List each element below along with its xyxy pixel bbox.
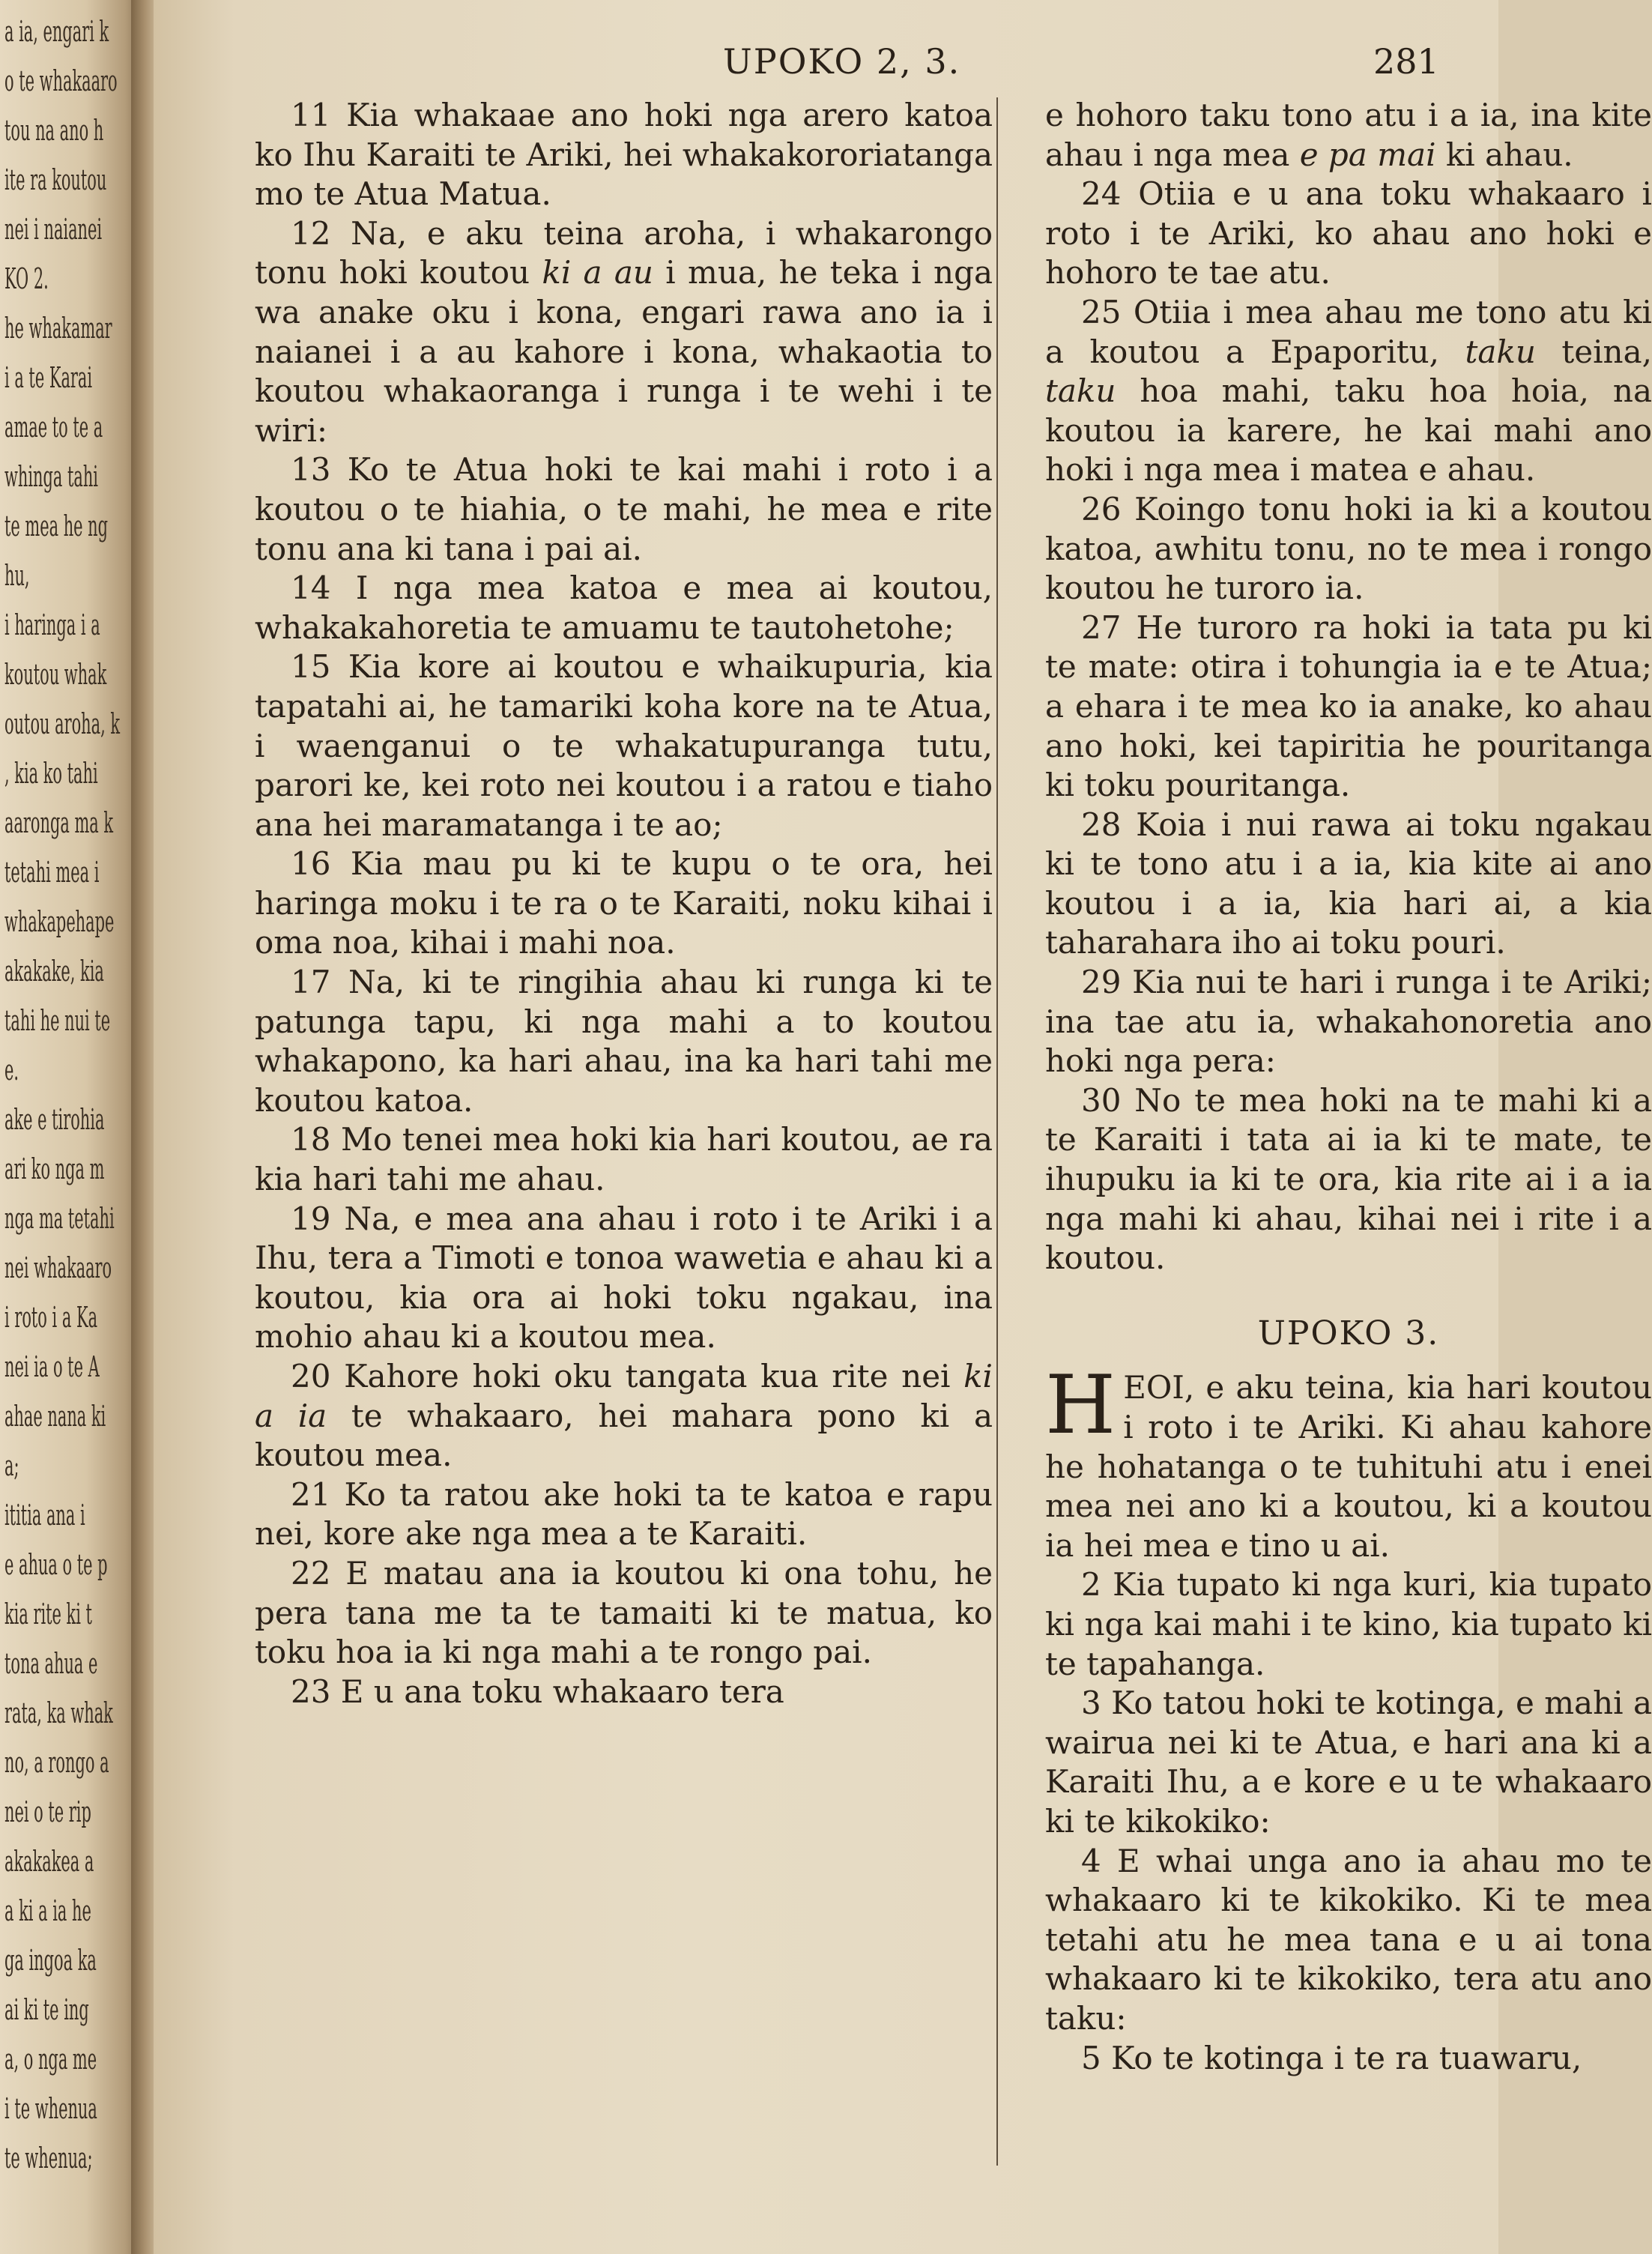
chapter3-verses — [1045, 1565, 1652, 2078]
verse-text: te whakaaro, hei mahara pono ki a koutou mea. — [255, 1397, 993, 1474]
text-column-left — [255, 96, 993, 1711]
facing-page-text-fragment: akakake, kia — [4, 955, 104, 988]
chapter3-verse: 5 Ko te kotinga i te ra tuawaru, — [1081, 2039, 1582, 2076]
facing-page-text-fragment: ahae nana ki — [4, 1400, 106, 1433]
chapter-header: UPOKO 2, 3. — [723, 41, 961, 82]
facing-page-text-fragment: tou na ano h — [4, 114, 104, 147]
facing-page-left — [0, 0, 142, 2254]
facing-page-text-fragment: akakakea a — [4, 1845, 94, 1878]
facing-page-text-fragment: KO 2. — [4, 262, 49, 295]
facing-page-text-fragment: a ki a ia he — [4, 1894, 91, 1927]
facing-page-text-fragment: amae to te a — [4, 411, 103, 444]
facing-page-text-fragment: no, a rongo a — [4, 1746, 109, 1779]
facing-page-text-fragment: e. — [4, 1054, 19, 1087]
facing-page-text-fragment: nga ma tetahi — [4, 1202, 115, 1235]
facing-page-text-fragment: ite ra koutou — [4, 163, 107, 196]
facing-page-text-fragment: ake e tirohia — [4, 1103, 105, 1136]
facing-page-text-fragment: tahi he nui te — [4, 1004, 111, 1037]
facing-page-text-fragment: tetahi mea i — [4, 856, 100, 889]
chapter2-verse — [255, 1357, 993, 1475]
drop-cap: H — [1045, 1359, 1116, 1453]
facing-page-text-fragment: tona ahua e — [4, 1647, 98, 1680]
verse-text: 12 Na, e aku teina aroha, i whakarongo tonu hoki koutou — [255, 214, 993, 291]
italic-supplied-word: e pa mai — [1299, 136, 1436, 173]
facing-page-text-fragment: a ia, engari k — [4, 15, 109, 48]
facing-page-text-fragment: a; — [4, 1449, 19, 1482]
verse-text: teina, — [1535, 333, 1652, 370]
book-page — [154, 0, 1652, 2254]
page-number: 281 — [1373, 41, 1439, 82]
facing-page-text-fragment: i te whenua — [4, 2092, 97, 2125]
facing-page-text-fragment: outou aroha, k — [4, 707, 121, 740]
facing-page-text-fragment: ititia ana i — [4, 1499, 85, 1532]
chapter2-verse: 11 Kia whakaae ano hoki nga arero katoa ko Ihu Karaiti te Ariki, hei whakakororiatanga mo te Atua Matua. — [255, 97, 993, 213]
verse-text: i mua, he teka i nga wa anake oku i kona, engari rawa ano ia i naianei i a au kahore i kona, whakaotia to koutou whakaoranga i runga i te wehi i te wiri: — [255, 254, 993, 449]
chapter2-verse: 22 E matau ana ia koutou ki ona tohu, he pera tana me ta te tamaiti ki te matua, ko toku hoa ia ki nga mahi a te rongo pai. — [255, 1554, 993, 1671]
facing-page-text-fragment: whakapehape — [4, 905, 115, 938]
chapter3-verse: 4 E whai unga ano ia ahau mo te whakaaro ki te kikokiko. Ki te mea tetahi atu he mea tana e u ai tona whakaaro ki te kikokiko, tera atu ano taku: — [1045, 1842, 1652, 2037]
chapter2-verse: 30 No te mea hoki na te mahi ki a te Karaiti i tata ai ia ki te mate, te ihupuku ia ki te ora, kia rite ai i a ia nga mahi ki ahau, kihai nei i rite i a koutou. — [1045, 1081, 1652, 1277]
facing-page-text-fragment: te whenua; — [4, 2142, 93, 2175]
facing-page-text-fragment: i a te Karai — [4, 361, 93, 394]
facing-page-text-fragment: e ahua o te p — [4, 1548, 108, 1581]
chapter2-verse: 14 I nga mea katoa e mea ai koutou, whakakahoretia te amuamu te tautohetohe; — [255, 569, 993, 646]
chapter2-verse: 21 Ko ta ratou ake hoki ta te katoa e rapu nei, kore ake nga mea a te Karaiti. — [255, 1475, 993, 1553]
chapter2-verses-cont — [1045, 96, 1652, 1278]
facing-page-text-fragment: he whakamar — [4, 312, 112, 345]
chapter2-verse — [255, 214, 993, 451]
facing-page-text-fragment: rata, ka whak — [4, 1696, 113, 1729]
chapter2-verse — [1045, 293, 1652, 490]
chapter2-verse: 18 Mo tenei mea hoki kia hari koutou, ae ra kia hari tahi me ahau. — [255, 1121, 993, 1198]
chapter3-heading: UPOKO 3. — [1257, 1314, 1440, 1353]
column-rule — [996, 97, 998, 2166]
chapter2-verse: 27 He turoro ra hoki ia tata pu ki te mate: otira i tohungia ia e te Atua; a ehara i te mea ko ia anake, ko ahau ano hoki, kei tapiritia he pouritanga ki toku pouritanga. — [1045, 608, 1652, 804]
facing-page-text-fragment: nei o te rip — [4, 1795, 91, 1828]
chapter2-verse: 19 Na, e mea ana ahau i roto i te Ariki i a Ihu, tera a Timoti e tonoa wawetia e ahau ki a koutou, kia ora ai hoki toku ngakau, ina mohio ahau ki a koutou mea. — [255, 1200, 993, 1356]
text-column-right — [1045, 96, 1652, 2078]
facing-page-text-fragment: ai ki te ing — [4, 1993, 89, 2026]
chapter2-verse: 28 Koia i nui rawa ai toku ngakau ki te tono atu i a ia, kia kite ai ano koutou i a ia, kia hari ai, a kia taharahara iho ai toku pouri. — [1045, 806, 1652, 961]
facing-page-text-fragment: , kia ko tahi — [4, 757, 98, 790]
facing-page-text-fragment: ga ingoa ka — [4, 1944, 97, 1977]
facing-page-text-fragment: nei i naianei — [4, 213, 103, 246]
italic-supplied-word: ki a au — [542, 254, 653, 291]
chapter2-verse: 24 Otiia e u ana toku whakaaro i roto i te Ariki, ko ahau ano hoki e hohoro te tae atu. — [1045, 175, 1652, 291]
chapter3-verse-1 — [1045, 1359, 1652, 1565]
verse-text: ki ahau. — [1435, 136, 1573, 173]
facing-page-text-fragment: nei whakaaro — [4, 1251, 112, 1284]
chapter3-verse: 2 Kia tupato ki nga kuri, kia tupato ki nga kai mahi i te kino, kia tupato ki te tapahanga. — [1045, 1566, 1652, 1682]
facing-page-text-fragment: nei ia o te A — [4, 1350, 100, 1383]
chapter2-verse: 15 Kia kore ai koutou e whaikupuria, kia tapatahi ai, he tamariki koha kore na te Atua, i waenganui o te whakatupuranga tutu, parori ke, kei roto nei koutou i a ratou e tiaho ana hei maramatanga i te ao; — [255, 648, 993, 843]
chapter3-verse: 3 Ko tatou hoki te kotinga, e mahi a wairua nei ki te Atua, e hari ana ki a Karaiti Ihu, a e kore e u te whakaaro ki te kikokiko: — [1045, 1685, 1652, 1840]
facing-page-text-fragment: hu, — [4, 559, 30, 592]
facing-page-text-fragment: kia rite ki t — [4, 1598, 92, 1631]
verse-text: 25 Otiia i mea ahau me tono atu ki a koutou a Epaporitu, — [1045, 293, 1652, 370]
italic-supplied-word: taku — [1465, 333, 1536, 370]
facing-page-text-fragment: te mea he ng — [4, 510, 109, 543]
chapter3-verse-1-text: EOI, e aku teina, kia hari koutou i roto i te Ariki. Ki ahau kahore he hohatanga o te tuhituhi atu i enei mea nei ano ki a koutou, ki a koutou ia hei mea e tino u ai. — [1045, 1369, 1652, 1564]
facing-page-text-fragment: i haringa i a — [4, 608, 100, 641]
chapter2-verse: 23 E u ana toku whakaaro tera — [291, 1673, 784, 1710]
facing-page-text-fragment: koutou whak — [4, 658, 107, 691]
chapter2-verse: 17 Na, ki te ringihia ahau ki runga ki te patunga tapu, ki nga mahi a to koutou whakapono, ka hari ahau, ina ka hari tahi me koutou katoa. — [255, 964, 993, 1119]
facing-page-text-fragment: i roto i a Ka — [4, 1301, 98, 1334]
verse-text: hoa mahi, taku hoa hoia, na koutou ia karere, he kai mahi ano hoki i nga mea i matea e ahau. — [1045, 372, 1652, 489]
running-head — [154, 41, 1498, 86]
facing-page-text-fragment: ari ko nga m — [4, 1152, 105, 1185]
chapter2-verse — [1045, 96, 1652, 175]
facing-page-text-fragment: o te whakaaro — [4, 64, 118, 97]
chapter2-verse: 16 Kia mau pu ki te kupu o te ora, hei haringa moku i te ra o te Karaiti, noku kihai i oma noa, kihai i mahi noa. — [255, 845, 993, 961]
italic-supplied-word: taku — [1045, 372, 1116, 410]
verse-text: e hohoro taku tono atu i a ia, ina kite ahau i nga mea — [1045, 97, 1652, 173]
facing-page-text-fragment: aaronga ma k — [4, 806, 114, 839]
verse-text: 20 Kahore hoki oku tangata kua rite nei — [291, 1358, 964, 1395]
chapter2-verse: 13 Ko te Atua hoki te kai mahi i roto i a koutou o te hiahia, o te mahi, he mea e rite tonu ana ki tana i pai ai. — [255, 451, 993, 567]
chapter2-verse: 26 Koingo tonu hoki ia ki a koutou katoa, awhitu tonu, no te mea i rongo koutou he turoro ia. — [1045, 490, 1652, 607]
facing-page-text-fragment: whinga tahi — [4, 460, 98, 493]
italic-supplied-word: ki a ia — [255, 1358, 993, 1434]
facing-page-text-fragment: a, o nga me — [4, 2043, 97, 2076]
chapter2-verse: 29 Kia nui te hari i runga i te Ariki; ina tae atu ia, whakahonoretia ano hoki nga pera: — [1045, 964, 1652, 1080]
